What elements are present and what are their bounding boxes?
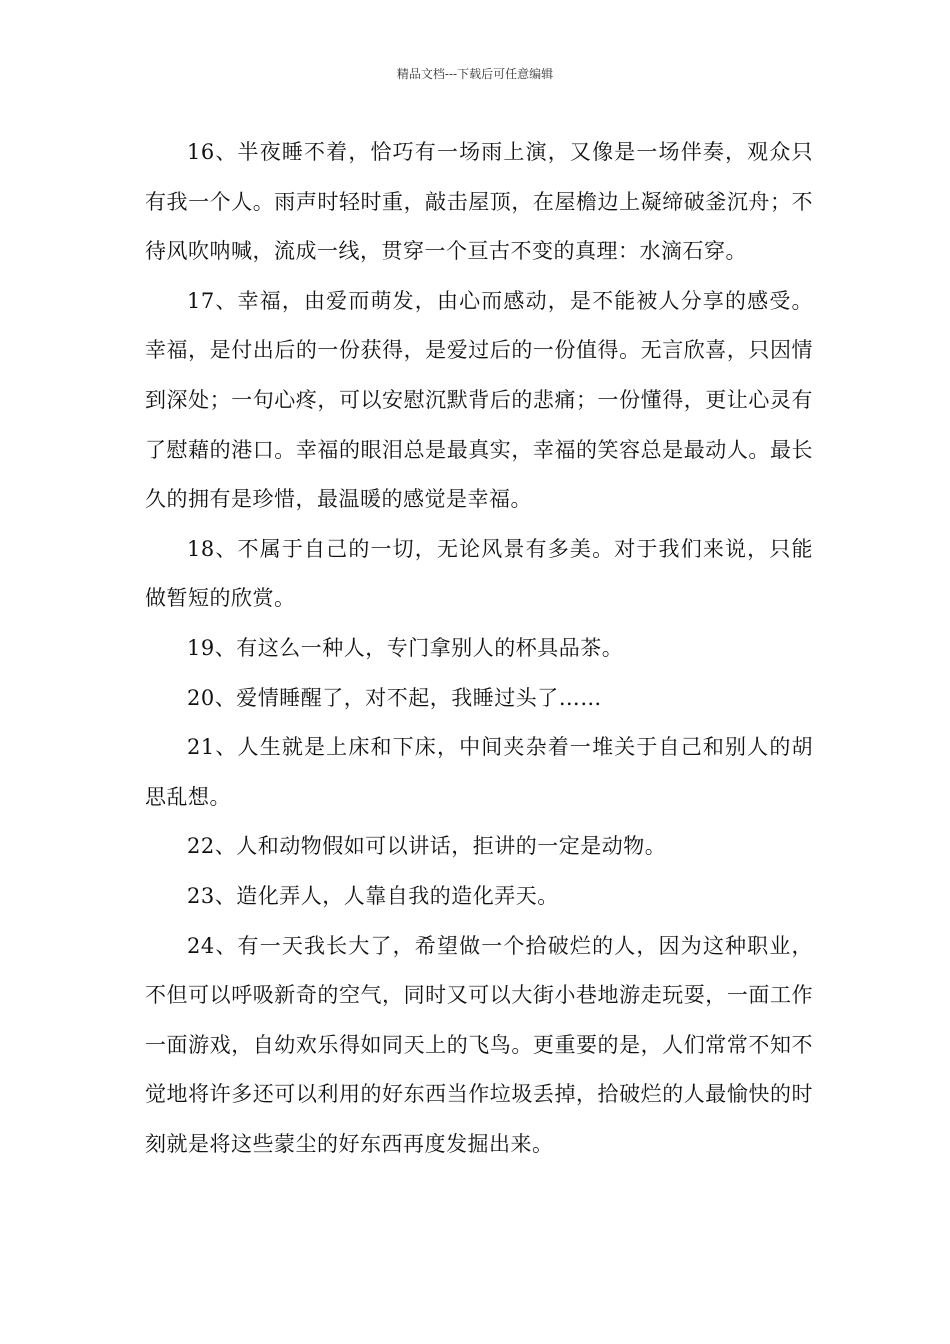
paragraph-19: 19、有这么一种人，专门拿别人的杯具品茶。 bbox=[187, 635, 624, 660]
paragraph-23: 23、造化弄人，人靠自我的造化弄天。 bbox=[187, 883, 559, 908]
paragraph-18: 18、不属于自己的一切，无论风景有多美。对于我们来说，只能做暂短的欣赏。 bbox=[145, 536, 813, 611]
paragraph-20: 20、爱情睡醒了，对不起，我睡过头了…… bbox=[187, 685, 602, 710]
page-header: 精品文档---下载后可任意编辑 bbox=[396, 67, 554, 81]
paragraph-21: 21、人生就是上床和下床，中间夹杂着一堆关于自己和别人的胡思乱想。 bbox=[145, 735, 813, 809]
paragraph-16: 16、半夜睡不着，恰巧有一场雨上演，又像是一场伴奏，观众只有我一个人。雨声时轻时重，敲击屋顶，在屋檐边上凝缔破釜沉舟；不待风吹呐喊，流成一线，贯穿一个亘古不变的真理：水滴石穿。 bbox=[145, 140, 813, 264]
paragraph-24: 24、有一天我长大了，希望做一个拾破烂的人，因为这种职业，不但可以呼吸新奇的空气，同时又可以大街小巷地游走玩耍，一面工作一面游戏，自幼欢乐得如同天上的飞鸟。更重要的是，人们常常不知不觉地将许多还可以利用的好东西当作垃圾丢掉，拾破烂的人最愉快的时刻就是将这些蒙尘的好东西再度发掘出来。 bbox=[145, 933, 813, 1156]
document-body bbox=[145, 128, 813, 1169]
paragraph-22: 22、人和动物假如可以讲话，拒讲的一定是动物。 bbox=[187, 834, 667, 859]
paragraph-17: 17、幸福，由爱而萌发，由心而感动，是不能被人分享的感受。幸福，是付出后的一份获得，是爱过后的一份值得。无言欣喜，只因情到深处；一句心疼，可以安慰沉默背后的悲痛；一份懂得，更让心灵有了慰藉的港口。幸福的眼泪总是最真实，幸福的笑容总是最动人。最长久的拥有是珍惜，最温暖的感觉是幸福。 bbox=[145, 288, 813, 512]
